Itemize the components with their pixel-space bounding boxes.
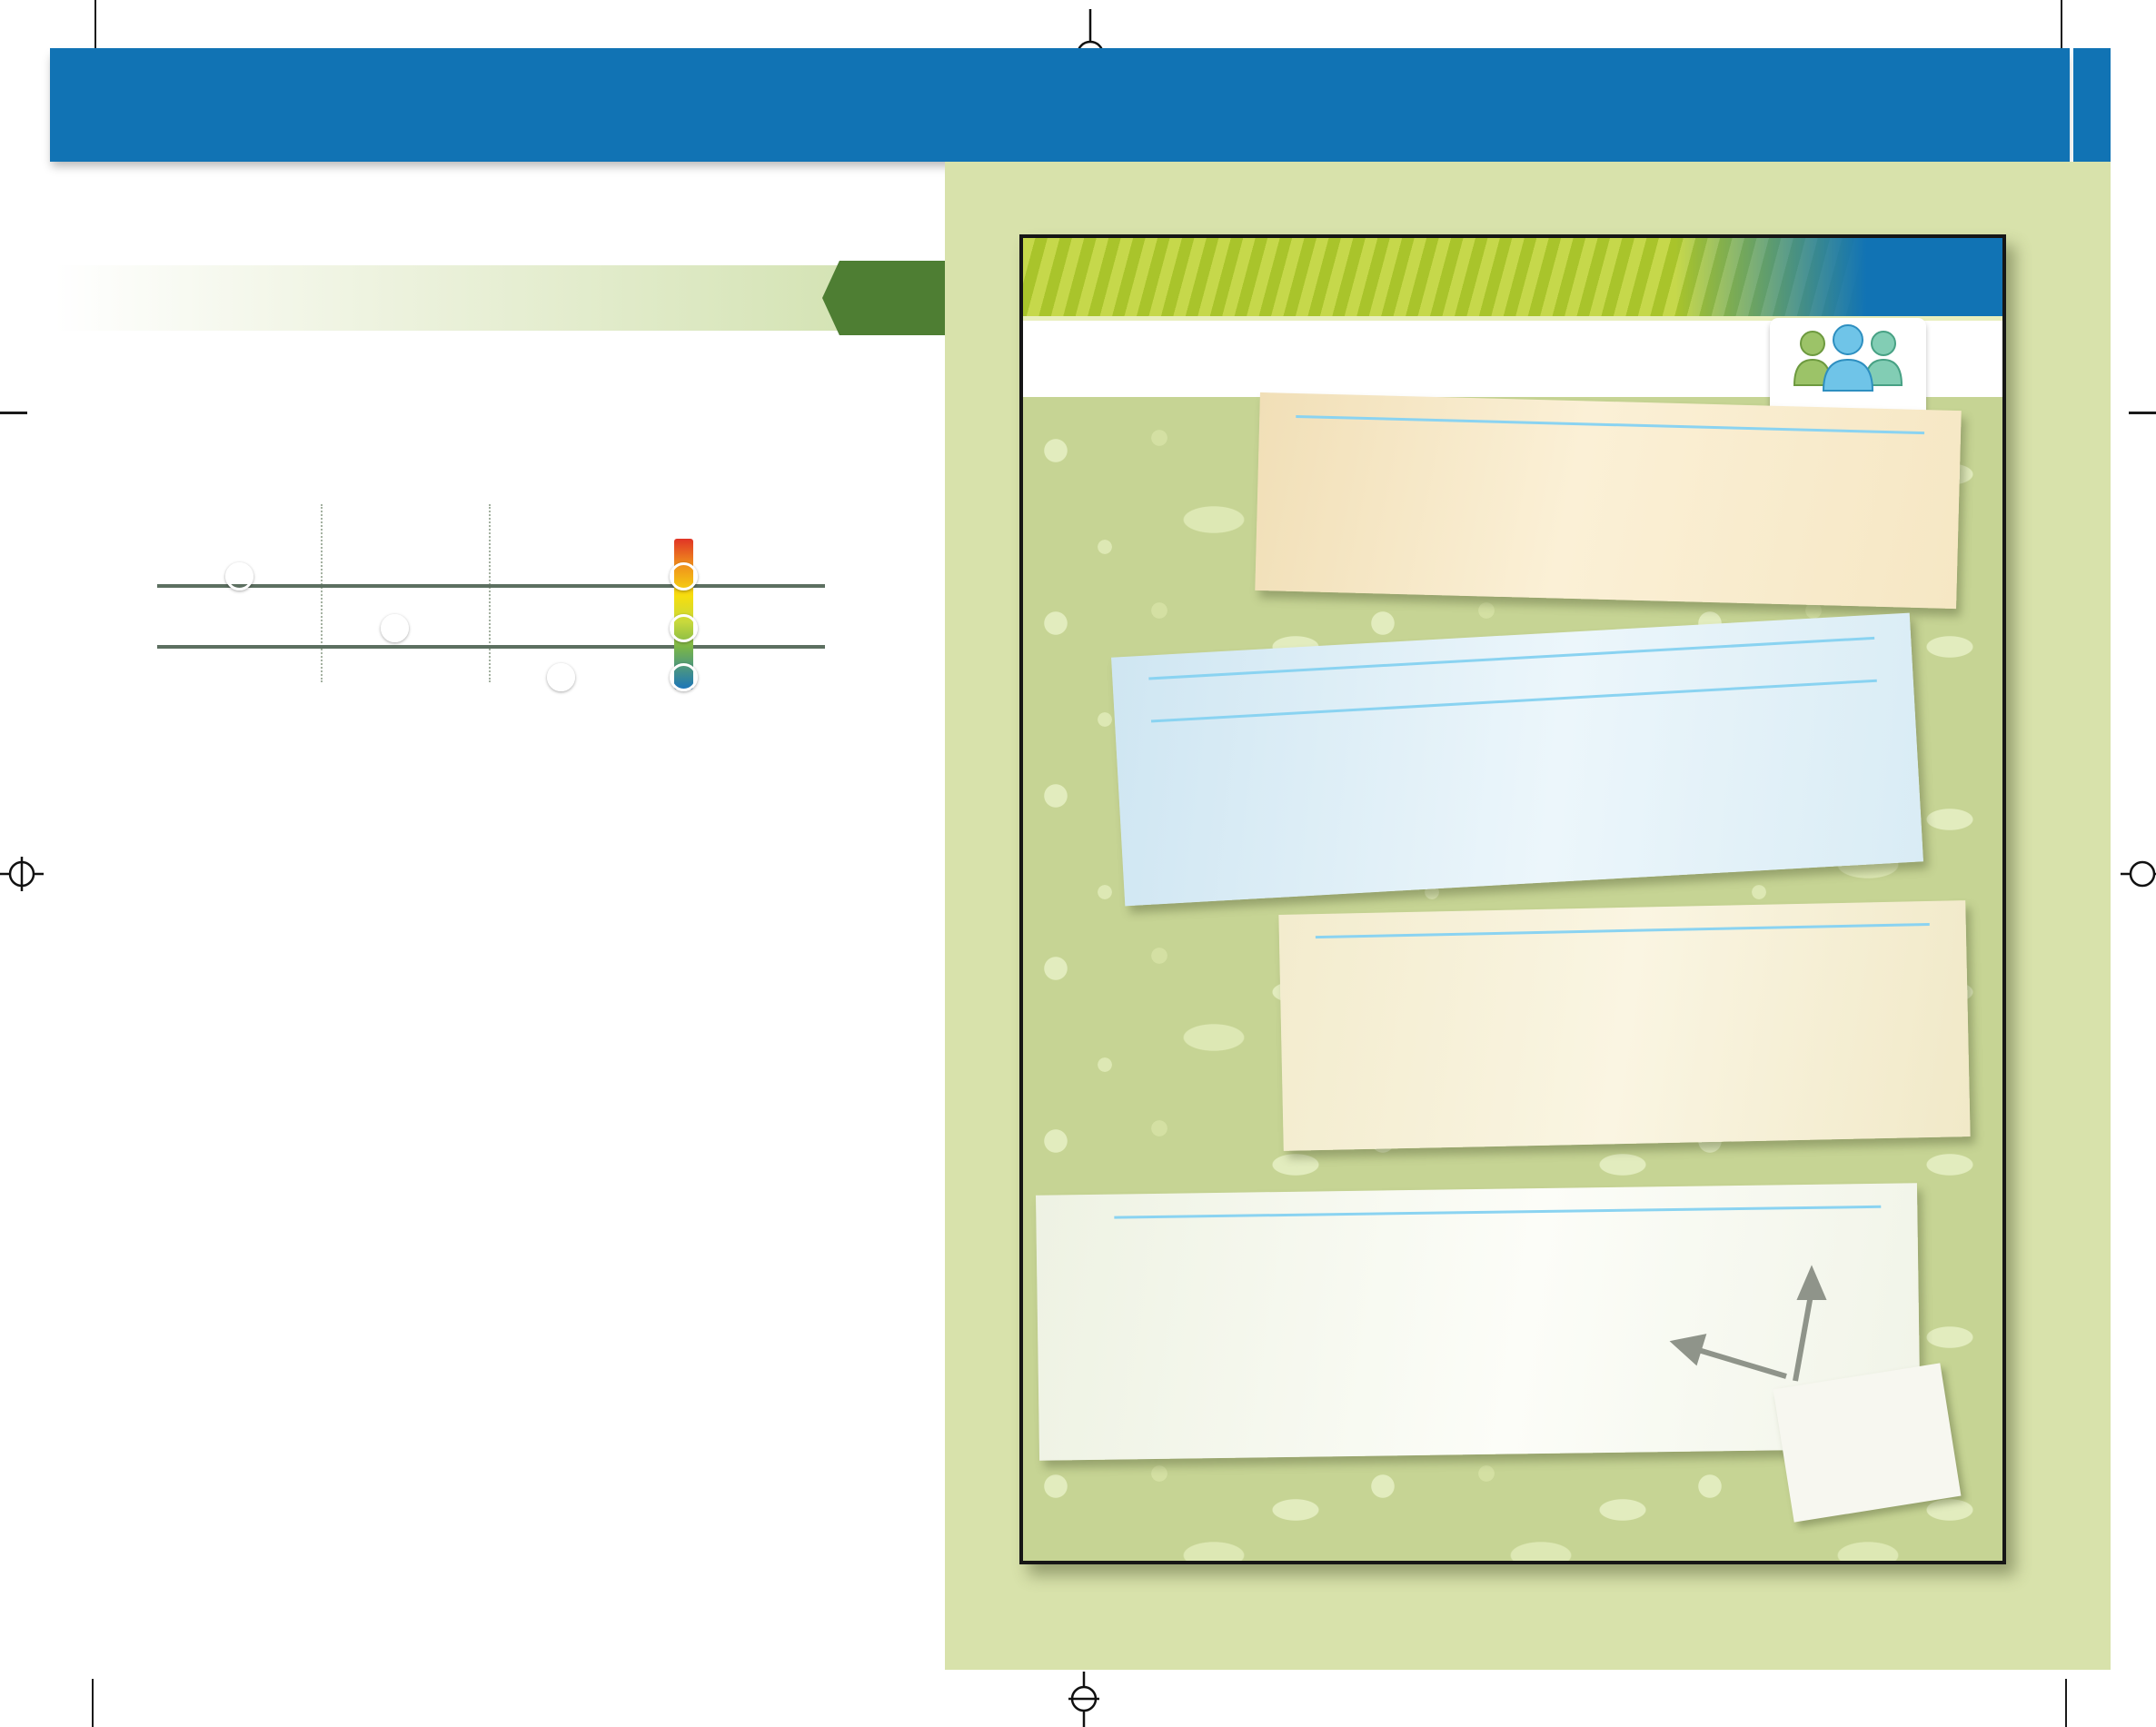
registration-mark-left [0, 853, 44, 895]
teacher-note-mix-pair-share [98, 739, 918, 780]
student-page-banner [1023, 238, 2002, 321]
bar-level-3-dot [670, 562, 698, 591]
table-rule [157, 584, 825, 588]
table-divider [321, 504, 323, 682]
teacher-note-exchange-problems [98, 960, 918, 1002]
problem-5-card [1278, 900, 1970, 1151]
difficulty-table [154, 468, 922, 704]
problem-4-card [1111, 613, 1923, 907]
problem-3-card [1255, 392, 1961, 609]
answer-line-blank [1151, 680, 1877, 723]
registration-mark-bottom [1064, 1672, 1104, 1727]
answer-line [1148, 637, 1874, 680]
level-1-dot [547, 663, 575, 691]
level-badge-al [876, 739, 918, 780]
problem-3-body [1283, 413, 1930, 431]
table-divider [489, 504, 491, 682]
chapter-header-bar-end [2073, 48, 2111, 162]
activity-number-chevron [822, 261, 945, 335]
crop-mark-right [2129, 412, 2156, 414]
crop-mark-bottom-right [2065, 1679, 2067, 1727]
problem-4-title [1136, 628, 1880, 670]
problem-3-title [1284, 406, 1931, 423]
standards-ref-badge [764, 966, 798, 999]
language-badge-la [820, 739, 861, 780]
group-people-icon [1780, 322, 1916, 398]
registration-mark-right [2121, 853, 2156, 895]
answer-line [1114, 1206, 1881, 1219]
level-badge-bl [876, 960, 918, 1002]
strategy-note [1773, 1363, 1962, 1522]
problem-6-title [1059, 1196, 1886, 1208]
level-2-dot [381, 614, 409, 642]
answer-line [1296, 415, 1924, 434]
table-rule [157, 645, 825, 649]
activity-banner-bar [55, 265, 945, 331]
crop-mark-bottom-left [92, 1679, 94, 1727]
level-3-dot [225, 562, 253, 591]
bar-level-1-dot [670, 663, 698, 691]
standards-ref-badge [764, 744, 798, 778]
problem-5-body [1303, 921, 1935, 935]
problem-4-body [1136, 635, 1880, 677]
student-activity-page [1019, 234, 2006, 1564]
crop-mark-left [0, 412, 27, 414]
answer-line [1316, 923, 1930, 938]
language-badge-la [820, 960, 861, 1002]
chapter-header-bar [50, 48, 2070, 162]
bar-level-2-dot [670, 614, 698, 642]
